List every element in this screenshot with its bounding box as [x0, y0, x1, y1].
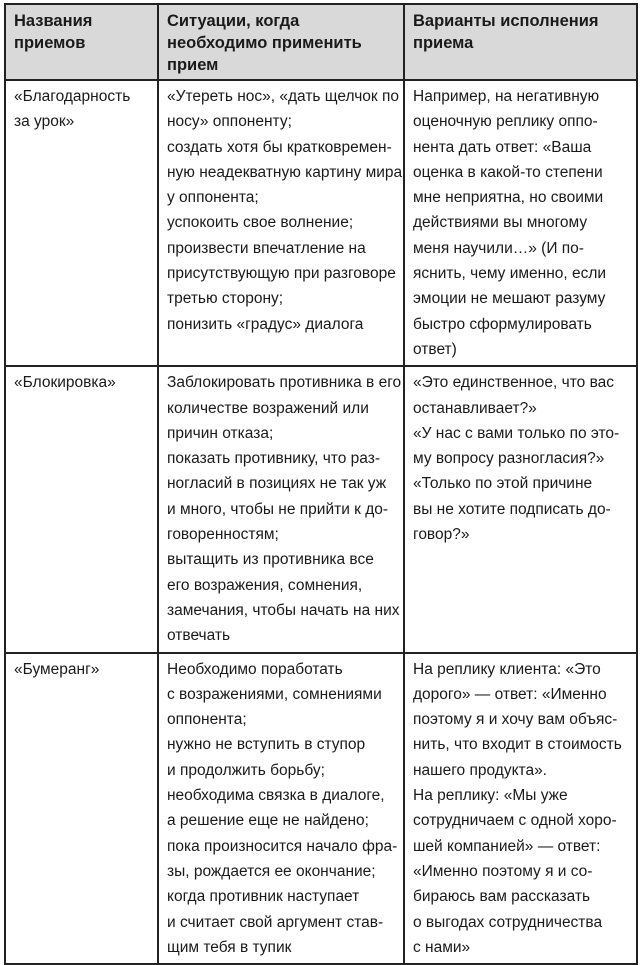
text-line: говор?»: [413, 526, 470, 544]
text-line: вытащить из противника все: [167, 551, 374, 569]
text-line: сотрудничаем с одной хоро-: [413, 812, 617, 830]
technique-name-cell: [5, 80, 158, 366]
text-line: бираюсь вам рассказать: [413, 888, 591, 906]
text-line: быстро сформулировать: [413, 315, 592, 333]
text-line: Заблокировать противника в его: [167, 374, 402, 392]
text-line: произвести впечатление на: [167, 239, 366, 257]
text-line: с нами»: [413, 938, 471, 956]
text-line: ногласий в позициях не так уж: [167, 475, 387, 493]
technique-name-cell: [5, 653, 158, 965]
text-line: останавливает?»: [413, 399, 537, 417]
text-line: действиями вы многому: [413, 214, 588, 232]
text-line: оценка в какой-то степени: [413, 163, 603, 181]
text-line: ответ): [413, 340, 457, 358]
text-line: и продолжить борьбу;: [167, 761, 325, 779]
text-line: шей компанией» — ответ:: [413, 837, 601, 855]
text-line: Необходимо поработать: [167, 660, 343, 678]
techniques-table: [4, 3, 638, 965]
text-line: «Благодарность: [14, 88, 131, 105]
text-line: необходима связка в диалоге,: [167, 787, 385, 805]
text-line: Например, на негативную: [413, 88, 600, 105]
table-header-row: [5, 4, 637, 80]
text-line: На реплику клиента: «Это: [413, 660, 601, 678]
text-line: «Только по этой причине: [413, 475, 593, 493]
text-line: На реплику: «Мы уже: [413, 787, 568, 805]
text-line: «Это единственное, что вас: [413, 374, 615, 392]
text-line: нашего продукта».: [413, 761, 547, 779]
header-situations: Ситуации, когда необходимо применить прием: [158, 4, 404, 80]
text-line: и много, чтобы не прийти к до-: [167, 500, 389, 518]
text-line: «Бумеранг»: [14, 660, 100, 678]
variants-cell: [404, 80, 637, 366]
text-line: носу» оппоненту;: [167, 113, 292, 131]
header-technique-name: Названия приемов: [5, 4, 158, 80]
text-line: «Блокировка»: [14, 374, 116, 392]
text-line: отвечать: [167, 627, 231, 645]
text-line: «Именно поэтому я и со-: [413, 862, 593, 880]
table-row: [5, 366, 637, 652]
text-line: вы не хотите подписать до-: [413, 500, 611, 518]
variants-cell: [404, 366, 637, 652]
text-line: замечания, чтобы начать на них: [167, 601, 400, 619]
text-line: когда противник наступает: [167, 888, 360, 906]
text-line: и считает свой аргумент став-: [167, 913, 384, 931]
text-line: его возражения, сомнения,: [167, 576, 363, 594]
header-variants: Варианты исполнения приема: [404, 4, 637, 80]
text-line: успокоить свое волнение;: [167, 214, 354, 232]
text-line: а решение еще не найдено;: [167, 812, 369, 830]
variants-cell: [404, 653, 637, 965]
text-line: поэтому я и хочу вам объяс-: [413, 711, 618, 729]
text-line: му вопросу разногласия?»: [413, 450, 605, 468]
text-line: присутствующую при разговоре: [167, 265, 396, 283]
text-line: третью сторону;: [167, 290, 284, 308]
text-line: с возражениями, сомнениями: [167, 685, 382, 703]
text-line: дорого» — ответ: «Именно: [413, 685, 607, 703]
situations-cell: [158, 366, 404, 652]
text-line: эмоции не мешают разуму: [413, 290, 606, 308]
situations-cell: [158, 653, 404, 965]
text-line: нить, что входит в стоимость: [413, 736, 622, 754]
table-row: [5, 653, 637, 965]
text-line: показать противнику, что раз-: [167, 450, 380, 468]
technique-name-cell: [5, 366, 158, 652]
text-line: меня научили…» (И по-: [413, 239, 584, 257]
text-line: нужно не вступить в ступор: [167, 736, 366, 754]
text-line: оценочную реплику оппо-: [413, 113, 598, 131]
text-line: причин отказа;: [167, 424, 274, 442]
text-line: у оппонента;: [167, 189, 259, 207]
text-line: яснить, чему именно, если: [413, 265, 607, 283]
situations-cell: [158, 80, 404, 366]
text-line: зы, рождается ее окончание;: [167, 862, 376, 880]
text-line: понизить «градус» диалога: [167, 315, 364, 333]
text-line: говоренностям;: [167, 526, 279, 544]
text-line: за урок»: [14, 113, 75, 131]
text-line: о выгодах сотрудничества: [413, 913, 603, 931]
text-line: пока произносится начало фра-: [167, 837, 398, 855]
text-line: нента дать ответ: «Ваша: [413, 138, 592, 156]
text-line: щим тебя в тупик: [167, 938, 292, 956]
text-line: «У нас с вами только по это-: [413, 424, 620, 442]
text-line: создать хотя бы кратковремен-: [167, 138, 392, 156]
text-line: оппонента;: [167, 711, 247, 729]
text-line: мне неприятна, но своими: [413, 189, 604, 207]
text-line: «Утереть нос», «дать щелчок по: [167, 88, 399, 105]
text-line: ную неадекватную картину мира: [167, 163, 403, 181]
text-line: количестве возражений или: [167, 399, 369, 417]
table-row: [5, 80, 637, 366]
